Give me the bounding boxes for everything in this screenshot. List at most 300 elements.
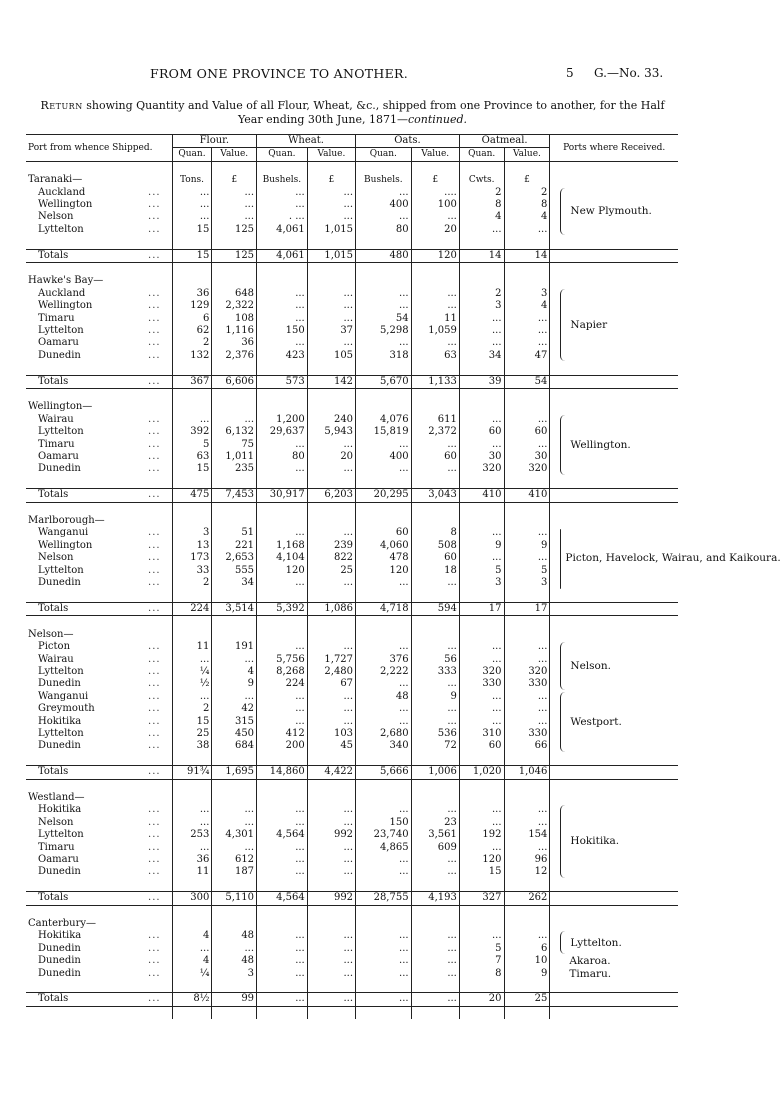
leader-dots: ... bbox=[137, 249, 172, 262]
spacer-cell bbox=[550, 905, 678, 918]
spacer-row bbox=[26, 263, 678, 276]
value-cell: 13 bbox=[172, 540, 212, 552]
spacer-cell bbox=[504, 389, 550, 402]
spacer-cell bbox=[212, 236, 257, 249]
brace-mark bbox=[560, 805, 566, 877]
port-name: Nelson bbox=[38, 552, 74, 564]
value-cell: 1,168 bbox=[257, 540, 308, 552]
spacer-cell bbox=[459, 753, 504, 766]
spacer-cell bbox=[504, 362, 550, 375]
spacer-row bbox=[26, 236, 678, 249]
value-cell: 3 bbox=[504, 288, 550, 300]
value-cell: 3 bbox=[459, 300, 504, 312]
spacer-cell bbox=[257, 476, 308, 489]
received-port-cell bbox=[550, 930, 678, 955]
value-cell: ... bbox=[504, 313, 550, 325]
leader-dots: ... bbox=[148, 665, 161, 677]
value-cell: ... bbox=[411, 641, 459, 653]
spacer-cell bbox=[26, 476, 137, 489]
value-cell: ... bbox=[172, 817, 212, 829]
total-cell: 14,860 bbox=[257, 766, 308, 779]
brace-mark bbox=[560, 289, 566, 361]
value-cell: ... bbox=[307, 854, 355, 866]
total-cell: 1,046 bbox=[504, 766, 550, 779]
value-cell: 412 bbox=[257, 728, 308, 740]
quan-header: Quan. bbox=[257, 148, 308, 161]
spacer-cell bbox=[356, 401, 412, 413]
value-cell: ... bbox=[504, 842, 550, 854]
total-cell: 17 bbox=[504, 602, 550, 615]
received-port-cell bbox=[550, 968, 678, 980]
value-cell: 150 bbox=[257, 325, 308, 337]
value-cell: 8,268 bbox=[257, 666, 308, 678]
spacer-cell bbox=[257, 753, 308, 766]
spacer-cell bbox=[356, 1006, 412, 1019]
value-cell: 450 bbox=[212, 728, 257, 740]
return-table bbox=[26, 134, 781, 1019]
leader-dots: ... bbox=[148, 690, 161, 702]
spacer-cell bbox=[172, 1006, 212, 1019]
total-cell: 475 bbox=[172, 489, 212, 502]
spacer-cell bbox=[212, 918, 257, 930]
received-port-name: Picton, Havelock, Wairau, and Kaikoura. bbox=[565, 552, 781, 565]
value-cell: ... bbox=[356, 866, 412, 878]
value-cell: ... bbox=[307, 300, 355, 312]
spacer-cell bbox=[459, 905, 504, 918]
value-cell: 38 bbox=[172, 740, 212, 752]
value-cell: ... bbox=[504, 703, 550, 715]
spacer-cell bbox=[172, 905, 212, 918]
leader-dots: ... bbox=[137, 489, 172, 502]
port-name: Nelson bbox=[38, 211, 74, 223]
spacer-cell bbox=[550, 502, 678, 515]
value-cell: .... bbox=[411, 187, 459, 199]
value-cell: 5 bbox=[459, 565, 504, 577]
value-cell: 2,480 bbox=[307, 666, 355, 678]
value-cell: 3 bbox=[504, 577, 550, 589]
value-cell: 54 bbox=[356, 313, 412, 325]
received-port bbox=[560, 188, 676, 236]
spacer-cell bbox=[411, 275, 459, 287]
totals-row bbox=[26, 249, 678, 262]
province-name: Wellington— bbox=[28, 401, 93, 413]
spacer-cell bbox=[172, 275, 212, 287]
value-cell: ... bbox=[459, 552, 504, 564]
value-cell: 47 bbox=[504, 350, 550, 362]
spacer-cell bbox=[356, 792, 412, 804]
value-cell: 60 bbox=[356, 527, 412, 539]
value-cell: ... bbox=[212, 842, 257, 854]
port-name: Dunedin bbox=[38, 866, 81, 878]
page-title: FROM ONE PROVINCE TO ANOTHER. bbox=[150, 66, 409, 81]
spacer-cell bbox=[257, 980, 308, 993]
spacer-cell bbox=[307, 779, 355, 792]
caption-text: showing Quantity and Value of all Flour, Wheat, &c., shipped from one Province to another, for the Half Year ending 30th June, 1871— bbox=[82, 99, 665, 126]
value-cell: ... bbox=[459, 703, 504, 715]
spacer-cell bbox=[504, 629, 550, 641]
spacer-cell bbox=[307, 918, 355, 930]
value-cell: ... bbox=[411, 968, 459, 980]
spacer-cell bbox=[550, 236, 678, 249]
value-cell: ... bbox=[257, 199, 308, 211]
total-cell: 6,606 bbox=[212, 375, 257, 388]
value-cell: ... bbox=[411, 337, 459, 349]
brace-mark bbox=[560, 529, 561, 589]
value-cell: 48 bbox=[356, 691, 412, 703]
received-port-name: Timaru. bbox=[569, 967, 612, 980]
value-cell: ... bbox=[459, 817, 504, 829]
leader-dots: ... bbox=[148, 349, 161, 361]
value-cell: 15 bbox=[459, 866, 504, 878]
value-cell: 192 bbox=[459, 829, 504, 841]
value-cell: ... bbox=[356, 703, 412, 715]
value-cell: 132 bbox=[172, 350, 212, 362]
received-port bbox=[560, 642, 676, 690]
value-cell: ... bbox=[356, 641, 412, 653]
spacer-cell bbox=[504, 1006, 550, 1019]
spacer-cell bbox=[356, 515, 412, 527]
leader-dots: ... bbox=[148, 577, 161, 589]
spacer-cell bbox=[137, 616, 172, 629]
value-cell: ... bbox=[459, 641, 504, 653]
value-cell: 320 bbox=[459, 666, 504, 678]
value-cell: 2,322 bbox=[212, 300, 257, 312]
leader-dots: ... bbox=[148, 641, 161, 653]
received-port-cell bbox=[550, 527, 781, 589]
value-cell: ... bbox=[257, 955, 308, 967]
port-name: Lyttelton bbox=[38, 727, 84, 739]
value-cell: ... bbox=[257, 804, 308, 816]
value-cell: ... bbox=[257, 716, 308, 728]
page-header bbox=[0, 66, 700, 86]
value-cell: ... bbox=[212, 211, 257, 223]
unit-label: Tons. bbox=[172, 174, 212, 186]
spacer-cell bbox=[356, 236, 412, 249]
value-cell: 29,637 bbox=[257, 426, 308, 438]
total-cell: 20,295 bbox=[356, 489, 412, 502]
spacer-cell bbox=[26, 236, 137, 249]
spacer-cell bbox=[26, 590, 137, 603]
value-cell: 684 bbox=[212, 740, 257, 752]
spacer-cell bbox=[137, 263, 172, 276]
value-cell: ... bbox=[459, 842, 504, 854]
leader-dots: ... bbox=[148, 740, 161, 752]
leader-dots: ... bbox=[148, 866, 161, 878]
province-row bbox=[26, 629, 678, 641]
value-cell: 1,727 bbox=[307, 654, 355, 666]
value-cell: 4 bbox=[504, 211, 550, 223]
leader-dots: ... bbox=[148, 552, 161, 564]
value-cell: 8 bbox=[459, 199, 504, 211]
spacer-cell bbox=[172, 502, 212, 515]
value-cell: 536 bbox=[411, 728, 459, 740]
spacer-cell bbox=[411, 918, 459, 930]
value-cell: 221 bbox=[212, 540, 257, 552]
province-row bbox=[26, 174, 678, 186]
spacer-cell bbox=[459, 980, 504, 993]
value-cell: 2,376 bbox=[212, 350, 257, 362]
spacer-cell bbox=[411, 980, 459, 993]
spacer-row bbox=[26, 879, 678, 892]
leader-dots: ... bbox=[148, 967, 161, 979]
value-cell: 48 bbox=[212, 930, 257, 942]
value-cell: ... bbox=[257, 691, 308, 703]
value-cell: 648 bbox=[212, 288, 257, 300]
total-cell: 14 bbox=[504, 249, 550, 262]
value-cell: 609 bbox=[411, 842, 459, 854]
value-cell: 25 bbox=[307, 565, 355, 577]
value-cell: . ... bbox=[257, 211, 308, 223]
value-cell: 11 bbox=[172, 866, 212, 878]
totals-label: Totals bbox=[26, 249, 137, 262]
value-cell: ... bbox=[257, 300, 308, 312]
value-cell: 2 bbox=[459, 288, 504, 300]
spacer-cell bbox=[550, 879, 678, 892]
spacer-cell bbox=[459, 616, 504, 629]
value-cell: ... bbox=[307, 337, 355, 349]
spacer-cell bbox=[411, 362, 459, 375]
oats-header: Oats. bbox=[356, 135, 460, 148]
value-cell: 5,298 bbox=[356, 325, 412, 337]
value-cell: 330 bbox=[459, 678, 504, 690]
value-cell: ... bbox=[172, 691, 212, 703]
value-cell: 125 bbox=[212, 224, 257, 236]
total-cell: 480 bbox=[356, 249, 412, 262]
value-cell: ... bbox=[504, 804, 550, 816]
value-cell: 5,943 bbox=[307, 426, 355, 438]
spacer-cell bbox=[172, 476, 212, 489]
port-name: Wanganui bbox=[38, 527, 89, 539]
value-cell: 340 bbox=[356, 740, 412, 752]
province-name: Nelson— bbox=[28, 628, 74, 640]
table-row bbox=[26, 288, 678, 300]
value-cell: ... bbox=[411, 439, 459, 451]
value-cell: 392 bbox=[172, 426, 212, 438]
value-cell: ... bbox=[459, 527, 504, 539]
total-cell: 410 bbox=[504, 489, 550, 502]
spacer-cell bbox=[137, 1006, 172, 1019]
total-cell: 6,203 bbox=[307, 489, 355, 502]
value-cell: ... bbox=[356, 955, 412, 967]
spacer-cell bbox=[26, 779, 137, 792]
spacer-cell bbox=[356, 263, 412, 276]
spacer-cell bbox=[212, 590, 257, 603]
spacer-cell bbox=[356, 879, 412, 892]
value-cell: ... bbox=[411, 300, 459, 312]
province-row bbox=[26, 792, 678, 804]
spacer-cell bbox=[459, 236, 504, 249]
value-cell: ... bbox=[459, 337, 504, 349]
spacer-cell bbox=[504, 263, 550, 276]
unit-label: £ bbox=[212, 174, 257, 186]
value-cell: ... bbox=[172, 842, 212, 854]
value-cell: 105 bbox=[307, 350, 355, 362]
spacer-cell bbox=[550, 779, 678, 792]
value-cell: 253 bbox=[172, 829, 212, 841]
spacer-cell bbox=[307, 236, 355, 249]
table-body bbox=[26, 161, 781, 1019]
value-cell: 191 bbox=[212, 641, 257, 653]
spacer-cell bbox=[212, 1006, 257, 1019]
value-cell: ... bbox=[411, 288, 459, 300]
table-row bbox=[26, 930, 678, 942]
value-cell: ... bbox=[212, 943, 257, 955]
value-cell: 33 bbox=[172, 565, 212, 577]
port-name: Dunedin bbox=[38, 740, 81, 752]
spacer-cell bbox=[307, 362, 355, 375]
spacer-cell bbox=[172, 879, 212, 892]
value-cell: 320 bbox=[504, 666, 550, 678]
value-cell: ... bbox=[411, 955, 459, 967]
total-cell: 573 bbox=[257, 375, 308, 388]
value-cell: ... bbox=[356, 716, 412, 728]
spacer-cell bbox=[504, 918, 550, 930]
received-port bbox=[560, 415, 676, 475]
spacer-cell bbox=[137, 362, 172, 375]
spacer-cell bbox=[411, 779, 459, 792]
port-name: Greymouth bbox=[38, 703, 95, 715]
spacer-cell bbox=[212, 629, 257, 641]
port-name: Timaru bbox=[38, 438, 75, 450]
value-cell: ... bbox=[257, 527, 308, 539]
value-cell: ... bbox=[307, 817, 355, 829]
spacer-cell bbox=[172, 629, 212, 641]
unit-label: £ bbox=[504, 174, 550, 186]
spacer-cell bbox=[550, 629, 678, 641]
spacer-cell bbox=[411, 476, 459, 489]
spacer-cell bbox=[459, 362, 504, 375]
flour-header: Flour. bbox=[172, 135, 256, 148]
spacer-cell bbox=[137, 389, 172, 402]
value-cell: ... bbox=[356, 804, 412, 816]
spacer-cell bbox=[307, 980, 355, 993]
value-cell: 30 bbox=[459, 451, 504, 463]
value-cell: 4,060 bbox=[356, 540, 412, 552]
value-cell: ... bbox=[459, 804, 504, 816]
table-row bbox=[26, 691, 678, 703]
port-name: Wanganui bbox=[38, 690, 89, 702]
value-cell: ... bbox=[212, 414, 257, 426]
spacer-cell bbox=[257, 389, 308, 402]
value-cell: ... bbox=[356, 463, 412, 475]
value-cell: 103 bbox=[307, 728, 355, 740]
spacer-cell bbox=[257, 401, 308, 413]
value-cell: 60 bbox=[504, 426, 550, 438]
value-cell: 478 bbox=[356, 552, 412, 564]
total-cell: 142 bbox=[307, 375, 355, 388]
total-cell: ... bbox=[411, 993, 459, 1006]
spacer-cell bbox=[550, 892, 678, 905]
spacer-cell bbox=[212, 905, 257, 918]
spacer-cell bbox=[504, 476, 550, 489]
spacer-cell bbox=[257, 275, 308, 287]
leader-dots: ... bbox=[148, 841, 161, 853]
spacer-cell bbox=[504, 161, 550, 174]
value-cell: 2 bbox=[504, 187, 550, 199]
value-cell: 320 bbox=[504, 463, 550, 475]
total-cell: ... bbox=[356, 993, 412, 1006]
spacer-cell bbox=[26, 980, 137, 993]
leader-dots: ... bbox=[148, 955, 161, 967]
leader-dots: ... bbox=[148, 223, 161, 235]
total-cell: ... bbox=[307, 993, 355, 1006]
total-cell: 3,514 bbox=[212, 602, 257, 615]
spacer-cell bbox=[504, 590, 550, 603]
spacer-cell bbox=[257, 918, 308, 930]
value-cell: 400 bbox=[356, 199, 412, 211]
value-cell: 330 bbox=[504, 728, 550, 740]
value-cell: ... bbox=[172, 414, 212, 426]
spacer-cell bbox=[257, 502, 308, 515]
spacer-row bbox=[26, 616, 678, 629]
spacer-cell bbox=[172, 779, 212, 792]
leader-dots: ... bbox=[148, 715, 161, 727]
spacer-cell bbox=[137, 502, 172, 515]
leader-dots: ... bbox=[148, 426, 161, 438]
spacer-cell bbox=[550, 375, 678, 388]
spacer-cell bbox=[411, 753, 459, 766]
leader-dots: ... bbox=[148, 816, 161, 828]
value-cell: ... bbox=[307, 199, 355, 211]
value-cell: 6,132 bbox=[212, 426, 257, 438]
port-name: Dunedin bbox=[38, 577, 81, 589]
caption-lead: Return bbox=[40, 99, 83, 112]
value-cell: 187 bbox=[212, 866, 257, 878]
value-cell: 5 bbox=[504, 565, 550, 577]
spacer-cell bbox=[550, 993, 678, 1006]
spacer-cell bbox=[172, 263, 212, 276]
value-cell: ¼ bbox=[172, 666, 212, 678]
value-cell: ... bbox=[459, 691, 504, 703]
value-cell: 15 bbox=[172, 224, 212, 236]
spacer-cell bbox=[307, 792, 355, 804]
table-row bbox=[26, 968, 678, 980]
spacer-cell bbox=[459, 879, 504, 892]
port-name: Oamaru bbox=[38, 853, 79, 865]
port-name: Oamaru bbox=[38, 337, 79, 349]
spacer-cell bbox=[212, 502, 257, 515]
spacer-cell bbox=[307, 629, 355, 641]
total-cell: 4,564 bbox=[257, 892, 308, 905]
value-cell: 4 bbox=[212, 666, 257, 678]
spacer-cell bbox=[504, 401, 550, 413]
spacer-cell bbox=[356, 753, 412, 766]
value-cell: ... bbox=[459, 313, 504, 325]
value-cell: ... bbox=[257, 854, 308, 866]
value-cell: 200 bbox=[257, 740, 308, 752]
total-cell: 28,755 bbox=[356, 892, 412, 905]
port-name: Lyttelton bbox=[38, 426, 84, 438]
spacer-cell bbox=[172, 401, 212, 413]
leader-dots: ... bbox=[148, 211, 161, 223]
totals-row bbox=[26, 766, 678, 779]
spacer-cell bbox=[307, 161, 355, 174]
value-cell: ... bbox=[504, 325, 550, 337]
value-cell: 154 bbox=[504, 829, 550, 841]
value-cell: 5,756 bbox=[257, 654, 308, 666]
total-cell: 1,086 bbox=[307, 602, 355, 615]
value-cell: 37 bbox=[307, 325, 355, 337]
spacer-cell bbox=[411, 629, 459, 641]
totals-label: Totals bbox=[26, 602, 137, 615]
spacer-cell bbox=[550, 174, 678, 186]
spacer-cell bbox=[504, 616, 550, 629]
spacer-cell bbox=[212, 792, 257, 804]
value-cell: 224 bbox=[257, 678, 308, 690]
spacer-cell bbox=[411, 590, 459, 603]
value-cell: 34 bbox=[459, 350, 504, 362]
leader-dots: ... bbox=[148, 438, 161, 450]
